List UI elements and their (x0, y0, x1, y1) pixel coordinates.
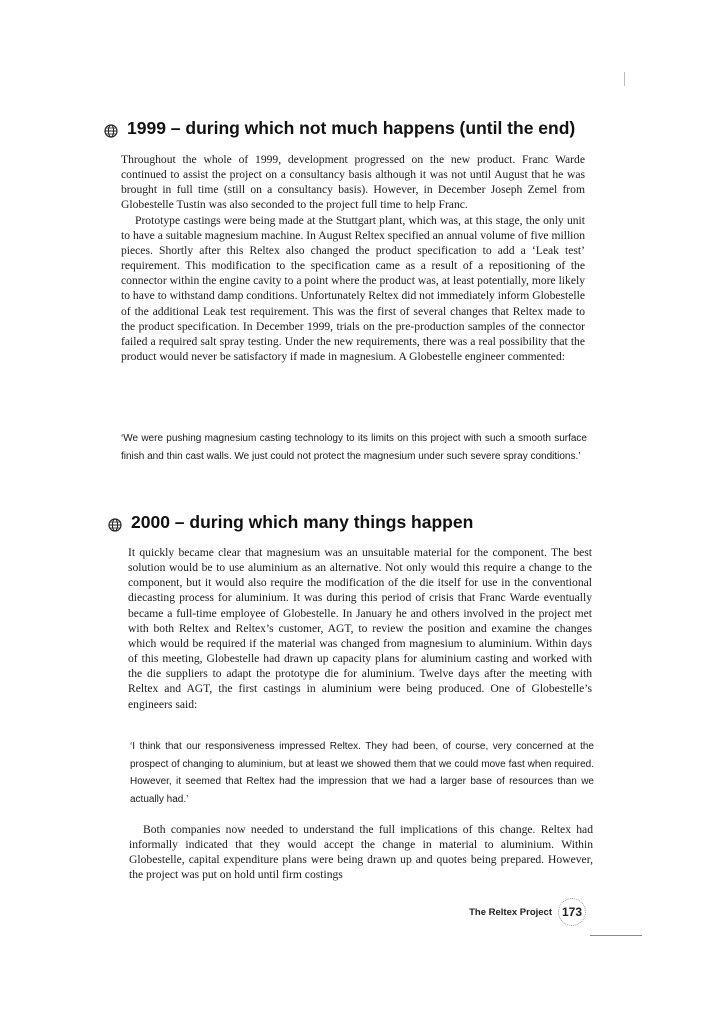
engineer-quote: ‘We were pushing magnesium casting technology to its limits on this project with such a smooth surface finish and thin cast walls. We just could not protect the magnesium under such severe spray conditions.’ (121, 433, 587, 462)
paragraph: Prototype castings were being made at the Stuttgart plant, which was, at this stage, the only unit to have a suitable magnesium machine. In August Reltex specified an annual volume of five million pieces. Shortly after this Reltex also changed the product specification to add a ‘Leak test’ requirement. This modification to the specification came as a result of a repositioning of the connector within the engine cavity to a point where the product was, at least potentially, more likely to have to withstand damp conditions. Unfortunately Reltex did not immediately inform Globestelle of the additional Leak test requirement. This was the first of several changes that Reltex made to the product specification. In December 1999, trials on the pre-production samples of the connector failed a required salt spray testing. Under the new requirements, there was a real possibility that the product would never be satisfactory if made in magnesium. A Globestelle engineer commented: (121, 213, 585, 364)
globe-bullet-icon (108, 516, 122, 530)
globe-bullet-icon (104, 122, 118, 136)
scan-mark (624, 72, 625, 86)
section-heading-text: 1999 – during which not much happens (until the end) (127, 118, 576, 138)
section-2000-body-continued (129, 822, 593, 883)
section-heading-1999 (104, 118, 575, 139)
paragraph: Throughout the whole of 1999, development progressed on the new product. Franc Warde continued to assist the project on a consultancy basis although it was not until August that he was brought in full time (still on a consultancy basis). However, in December Joseph Zemel from Globestelle Tustin was also seconded to the project full time to help Franc. (121, 153, 585, 212)
page-footer (469, 898, 586, 926)
section-1999-body (121, 152, 585, 364)
scan-mark (590, 935, 642, 936)
running-title: The Reltex Project (469, 906, 552, 918)
paragraph: Both companies now needed to understand the full implications of this change. Reltex had informally indicated that they would accept the change in material to aluminium. Within Globestelle, capital expenditure plans were being drawn up and quotes being prepared. However, the project was put on hold until firm costings (129, 823, 593, 882)
section-2000-body (128, 545, 592, 712)
page-number: 173 (558, 898, 586, 926)
engineer-quote: ‘I think that our responsiveness impressed Reltex. They had been, of course, very concerned at the prospect of changing to aluminium, but at least we showed them that we could move fast when required. However, it seemed that Reltex had the impression that we had a larger base of resources than we actually had.’ (130, 741, 594, 805)
section-heading-text: 2000 – during which many things happen (131, 512, 474, 532)
section-heading-2000 (108, 512, 473, 533)
paragraph: It quickly became clear that magnesium was an unsuitable material for the component. The best solution would be to use aluminium as an alternative. Not only would this require a change to the component, but it would also require the modification of the die itself for use in the conventional diecasting process for aluminium. It was during this period of crisis that Franc Warde eventually became a full-time employee of Globestelle. In January he and others involved in the project met with both Reltex and Reltex’s customer, AGT, to review the position and examine the changes which would be required if the material was changed from magnesium to aluminium. Within days of this meeting, Globestelle had drawn up capacity plans for aluminium casting and worked with the die suppliers to adapt the prototype die for aluminium. Twelve days after the meeting with Reltex and AGT, the first castings in aluminium were being produced. One of Globestelle’s engineers said: (128, 546, 592, 711)
